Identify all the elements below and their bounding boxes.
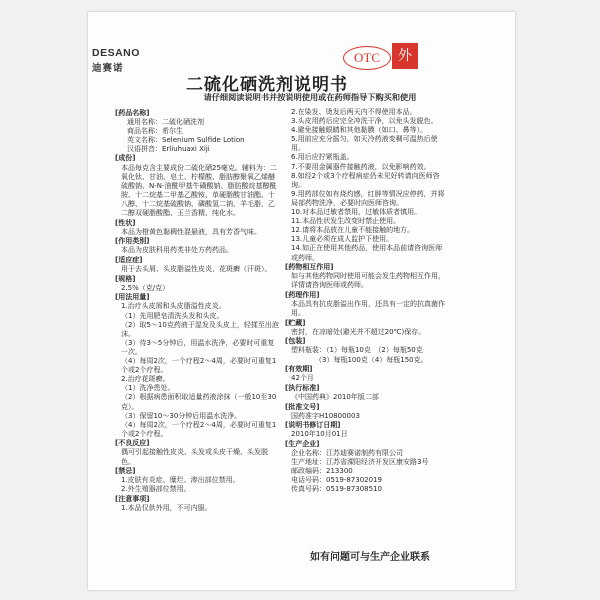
body-line: （3）每瓶100克（4）每瓶150克。 bbox=[315, 355, 428, 364]
body-line: 1.本品仅供外用，不可内服。 bbox=[121, 504, 212, 513]
body-line: （4）每周2次，一个疗程2～4周，必要时可重复1个或2个疗程。 bbox=[121, 420, 277, 438]
contact-note: 如有问题可与生产企业联系 bbox=[310, 552, 430, 563]
section-heading: [ 注意事项 ] bbox=[115, 495, 279, 504]
body-line: 本品为橙黄色黏稠性混悬液，具有芳香气味。 bbox=[121, 227, 261, 236]
section-heading: [ 不良反应 ] bbox=[115, 439, 279, 448]
section-heading: [ 贮藏 ] bbox=[285, 319, 447, 328]
body-line: 本品具有抗皮脂溢出作用，还具有一定的抗真菌作用。 bbox=[291, 299, 445, 318]
body-line: 7.不要用金属器件接触药液，以免影响药效。 bbox=[291, 162, 431, 171]
body-line: 生产地址：江苏省溧阳经济开发区康安路3号 bbox=[291, 458, 429, 467]
brand-name-cn: 迪赛诺 bbox=[92, 63, 124, 74]
body-line: 13.儿童必须在成人监护下使用。 bbox=[291, 235, 394, 244]
body-line: 1.治疗头皮屑和头皮脂溢性皮炎。 bbox=[121, 302, 226, 311]
body-line: 14.如正在使用其他药品，使用本品前请咨询医师或药师。 bbox=[291, 244, 443, 262]
section-heading: [ 说明书修订日期 ] bbox=[285, 421, 447, 430]
body-line: 11.本品性状发生改变时禁止使用。 bbox=[291, 217, 401, 226]
body-line: 2.治疗花斑癣。 bbox=[121, 375, 170, 384]
section-heading: [ 生产企业 ] bbox=[285, 440, 447, 449]
body-line: 4.避免接触眼睛和其他黏膜（如口、鼻等）。 bbox=[291, 126, 428, 135]
section-heading: [ 批准文号 ] bbox=[285, 403, 447, 412]
body-line: 《中国药典》2010年版二部 bbox=[291, 392, 379, 401]
body-line: 本品每克含主要成份二硫化硒25毫克。辅料为：二氧化钛、甘油、皂土、柠檬酸、脂肪醇聚氧乙烯醚硫酸钠、N-N-油酰甲基牛磺酸钠、脂肪酸烷基醇酰胺、十二烷基二甲基乙酸铵、单硬脂酸甘油酯、十八醇、十二烷基硫酸钠、磷酸氢二钠、羊毛脂、乙二醇双硬脂酸酯、玉兰香精、纯化水。 bbox=[121, 163, 277, 218]
body-line: （1）洗净患处。 bbox=[121, 384, 175, 393]
body-line: 3.头皮用药后应完全冲洗干净，以免头发脱色。 bbox=[291, 117, 438, 126]
body-line: （2）取5～10克药液于湿发及头皮上，轻揉至出泡沫。 bbox=[121, 320, 279, 338]
section-heading: [ 成份 ] bbox=[115, 154, 279, 163]
body-line: 9.用药部位如有烧灼感，红肿等情况应停药，并将局部药物洗净，必要时向医师咨询。 bbox=[291, 189, 445, 207]
body-line: 邮政编码：213300 bbox=[291, 467, 353, 476]
body-line: （2）根据病患面积取适量药液涂抹（一般10至30克）。 bbox=[121, 393, 277, 411]
body-line: 6.用后应拧紧瓶盖。 bbox=[291, 153, 354, 162]
section-heading: [ 药理作用 ] bbox=[285, 291, 447, 300]
section-heading: [ 作用类别 ] bbox=[115, 237, 279, 246]
body-line: 密封，在凉暗处(避光并不超过20℃)保存。 bbox=[291, 327, 426, 336]
body-line: 如与其他药物同时使用可能会发生药物相互作用，详情请咨询医师或药师。 bbox=[291, 272, 445, 290]
brand-logo bbox=[92, 47, 156, 74]
body-line: 2.外生殖器部位禁用。 bbox=[121, 485, 191, 494]
body-line: 2.5%（克/克） bbox=[121, 283, 170, 292]
external-use-badge: 外 bbox=[392, 43, 418, 69]
section-heading: [ 用法用量 ] bbox=[115, 293, 279, 302]
right-column bbox=[285, 108, 447, 494]
body-line: 企业名称：江苏迪赛诺制药有限公司 bbox=[291, 448, 403, 457]
body-line: 英文名称：Selenium Sulfide Lotion bbox=[127, 135, 245, 144]
brand-name-en: DESANO bbox=[92, 47, 140, 59]
section-heading: [ 包装 ] bbox=[285, 337, 447, 346]
otc-badge: OTC bbox=[343, 46, 391, 70]
body-line: （3）保留10～30分钟后用温水洗净。 bbox=[121, 411, 242, 420]
body-line: 国药准字H10800003 bbox=[291, 411, 360, 420]
body-line: （3）待3～5分钟后，用温水洗净，必要时可重复一次。 bbox=[121, 338, 275, 356]
body-line: 通用名称：二硫化硒洗剂 bbox=[127, 117, 204, 126]
body-line: 传真号码：0519-87308510 bbox=[291, 485, 382, 494]
body-line: 2.在染发、烫发后两天内不得使用本品。 bbox=[291, 108, 417, 116]
body-line: （4）每周2次，一个疗程2～4周，必要时可重复1个或2个疗程。 bbox=[121, 357, 277, 375]
body-line: 1.皮肤有炎症、糜烂、渗出部位禁用。 bbox=[121, 476, 240, 485]
body-line: （1）先用肥皂清洗头发和头皮。 bbox=[121, 311, 224, 320]
body-line: 42个月 bbox=[291, 374, 314, 383]
body-line: 10.对本品过敏者禁用，过敏体质者慎用。 bbox=[291, 208, 422, 217]
section-heading: [ 有效期 ] bbox=[285, 365, 447, 374]
section-heading: [ 药物相互作用 ] bbox=[285, 263, 447, 272]
left-column bbox=[115, 108, 279, 513]
body-line: 2010年10月01日 bbox=[291, 430, 348, 439]
body-line: 本品为皮肤科用药类非处方药药品。 bbox=[121, 246, 233, 255]
section-heading: [ 规格 ] bbox=[115, 275, 279, 284]
body-line: 偶可引起接触性皮炎、头发或头皮干燥、头发脱色。 bbox=[121, 448, 268, 466]
section-heading: [ 药品名称 ] bbox=[115, 109, 279, 118]
body-line: 汉语拼音：Erliuhuaxi Xiji bbox=[127, 144, 210, 153]
body-line: 5.用前应充分摇匀，如天冷药液变稠可温热后使用。 bbox=[291, 135, 438, 153]
body-line: 电话号码：0519-87302019 bbox=[291, 476, 382, 485]
body-line: 12.请将本品放在儿童不能接触的地方。 bbox=[291, 226, 415, 235]
document-title: 二硫化硒洗剂说明书 bbox=[186, 75, 348, 95]
body-line: 用于去头屑、头皮脂溢性皮炎、花斑癣（汗斑）。 bbox=[121, 265, 272, 274]
section-heading: [ 禁忌 ] bbox=[115, 467, 279, 476]
section-heading: [ 适应症 ] bbox=[115, 256, 279, 265]
body-line: 塑料瓶装：（1）每瓶10克 （2）每瓶50克 bbox=[291, 346, 423, 355]
body-line: 商品名称：希尔生 bbox=[127, 126, 183, 135]
body-line: 8.如经2个或3个疗程病症仍未见好转请向医师咨询。 bbox=[291, 171, 440, 189]
section-heading: [ 性状 ] bbox=[115, 219, 279, 228]
section-heading: [ 执行标准 ] bbox=[285, 384, 447, 393]
document-subtitle: 请仔细阅读说明书并按说明使用或在药师指导下购买和使用 bbox=[203, 92, 417, 102]
